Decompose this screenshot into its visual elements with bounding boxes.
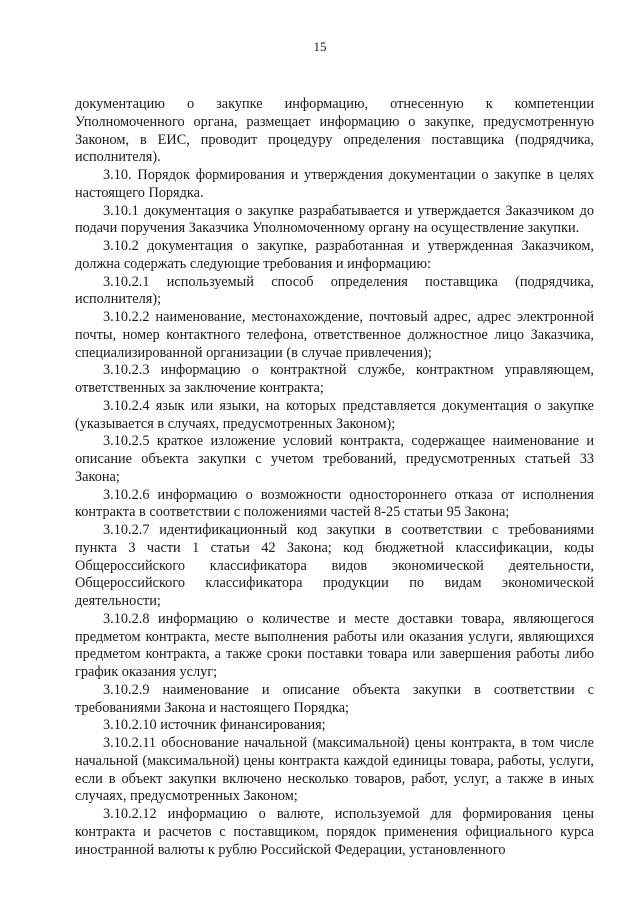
- paragraph-3-10-2-2: 3.10.2.2 наименование, местонахождение, почтовый адрес, адрес электронной почты, номер контактного телефона, ответственное должностное лицо Заказчика, специализированной организации (в случае привлечения);: [75, 309, 594, 361]
- page-number: 15: [313, 39, 327, 54]
- paragraph-3-10-2-3: 3.10.2.3 информацию о контрактной службе, контрактном управляющем, ответственных за заключение контракта;: [75, 362, 594, 396]
- paragraph-3-10-2-1: 3.10.2.1 используемый способ определения поставщика (подрядчика, исполнителя);: [75, 273, 594, 308]
- paragraph-3-10-2-4: 3.10.2.4 язык или языки, на которых представляется документация о закупке (указывается в случаях, предусмотренных Законом);: [75, 397, 594, 432]
- paragraph-3-10-2-8: 3.10.2.8 информацию о количестве и месте доставки товара, являющегося предметом контракта, месте выполнения работы или оказания услуги, являющихся предметом контракта, а также сроки поставки товара или завершения работы либо график оказания услуг;: [75, 610, 594, 680]
- paragraph-3-10-2: 3.10.2 документация о закупке, разработанная и утвержденная Заказчиком, должна содержать следующие требования и информацию:: [75, 238, 594, 272]
- paragraph-3-10-2-5: 3.10.2.5 краткое изложение условий контракта, содержащее наименование и описание объекта закупки с учетом требований, предусмотренных статьей 33 Закона;: [75, 433, 594, 485]
- paragraph-3-10-2-6: 3.10.2.6 информацию о возможности одностороннего отказа от исполнения контракта в соответствии с положениями частей 8-25 статьи 95 Закона;: [75, 486, 594, 521]
- paragraph-3-10-2-9: 3.10.2.9 наименование и описание объекта закупки в соответствии с требованиями Закона и настоящего Порядка;: [75, 681, 594, 716]
- paragraph-3-10: 3.10. Порядок формирования и утверждения документации о закупке в целях настоящего Порядка.: [75, 167, 594, 201]
- paragraph-3-10-2-10: 3.10.2.10 источник финансирования;: [103, 717, 326, 734]
- paragraph-3-10-2-7: 3.10.2.7 идентификационный код закупки в соответствии с требованиями пункта 3 части 1 статьи 42 Закона; код бюджетной классификации, коды Общероссийского классификатора видов экономической деятельности, Общероссийского классификатора продукции по видам экономической деятельности;: [75, 522, 594, 609]
- paragraph-3-10-1: 3.10.1 документация о закупке разрабатывается и утверждается Заказчиком до подачи поручения Заказчика Уполномоченному органу на осуществление закупки.: [75, 202, 594, 237]
- paragraph-3-10-2-11: 3.10.2.11 обоснование начальной (максимальной) цены контракта, в том числе начальной (максимальной) цены контракта каждой единицы товара, работы, услуги, если в объект закупки включено несколько товаров, работ, услуг, а также в иных случаях, предусмотренных Законом;: [75, 735, 594, 805]
- document-body: [75, 96, 594, 859]
- paragraph-3-10-2-12: 3.10.2.12 информацию о валюте, используемой для формирования цены контракта и расчетов с поставщиком, порядок применения официального курса иностранной валюты к рублю Российской Федерации, установленного: [75, 806, 594, 858]
- paragraph-continuation: документацию о закупке информацию, отнесенную к компетенции Уполномоченного органа, размещает информацию о закупке, предусмотренную Законом, в ЕИС, проводит процедуру определения поставщика (подрядчика, исполнителя).: [75, 96, 594, 166]
